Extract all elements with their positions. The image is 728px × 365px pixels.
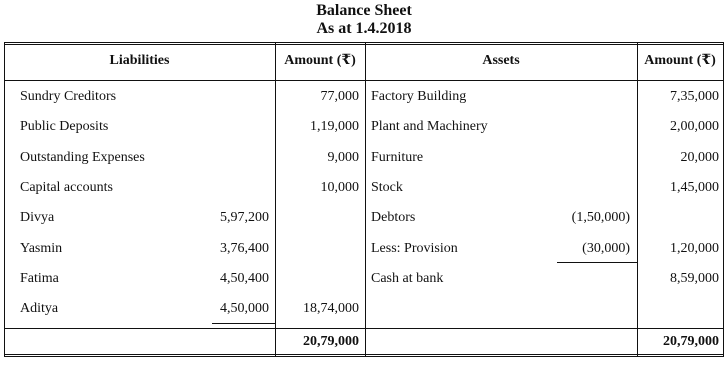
asset-name: Debtors: [371, 210, 416, 225]
asset-amount: 20,000: [680, 150, 719, 165]
table-top-border: [4, 42, 724, 43]
asset-sub-amount: (30,000): [582, 241, 630, 256]
header-assets: Assets: [482, 53, 520, 68]
asset-name: Cash at bank: [371, 271, 444, 286]
liability-name: Yasmin: [20, 241, 63, 256]
table-bottom-border: [4, 354, 724, 355]
liabilities-total: 20,79,000: [303, 334, 359, 349]
document-subtitle: As at 1.4.2018: [316, 20, 412, 37]
liability-name: Fatima: [20, 271, 59, 286]
liability-name: Aditya: [20, 301, 59, 316]
header-amount-assets: Amount (₹): [644, 53, 716, 68]
asset-name: Furniture: [371, 150, 424, 165]
asset-amount: 1,45,000: [670, 180, 719, 195]
liabilities-subtotal-underline: [212, 323, 275, 324]
liability-sub-amount: 3,76,400: [220, 241, 269, 256]
asset-amount: 8,59,000: [670, 271, 719, 286]
liability-amount: 18,74,000: [303, 301, 359, 316]
table-left-border: [4, 43, 5, 357]
asset-name: Plant and Machinery: [371, 119, 488, 134]
asset-name: Factory Building: [371, 89, 467, 104]
header-bottom-border: [4, 80, 724, 81]
asset-sub-amount: (1,50,000): [571, 210, 630, 225]
document-title: Balance Sheet: [316, 2, 412, 19]
liability-name: Sundry Creditors: [20, 89, 117, 104]
liability-name: Divya: [20, 210, 55, 225]
table-top-border-double: [4, 44, 724, 45]
liability-sub-amount: 4,50,000: [220, 301, 269, 316]
table-bottom-border-double: [4, 356, 724, 357]
liability-amount: 77,000: [320, 89, 359, 104]
liability-amount: 9,000: [327, 150, 359, 165]
asset-amount: 1,20,000: [670, 241, 719, 256]
asset-amount: 2,00,000: [670, 119, 719, 134]
center-divider: [365, 43, 366, 357]
liability-sub-amount: 4,50,400: [220, 271, 269, 286]
total-top-border: [4, 328, 724, 329]
assets-total: 20,79,000: [663, 334, 719, 349]
asset-amount: 7,35,000: [670, 89, 719, 104]
asset-name: Stock: [371, 180, 403, 195]
liability-sub-amount: 5,97,200: [220, 210, 269, 225]
liability-name: Public Deposits: [20, 119, 109, 134]
assets-subtotal-underline: [557, 262, 637, 263]
liability-name: Capital accounts: [20, 180, 113, 195]
table-right-border: [723, 43, 724, 357]
asset-name: Less: Provision: [371, 241, 458, 256]
liability-name: Outstanding Expenses: [20, 150, 145, 165]
header-amount-liabilities: Amount (₹): [284, 53, 356, 68]
liability-amount: 10,000: [320, 180, 359, 195]
liability-amount: 1,19,000: [310, 119, 359, 134]
header-liabilities: Liabilities: [109, 53, 170, 68]
